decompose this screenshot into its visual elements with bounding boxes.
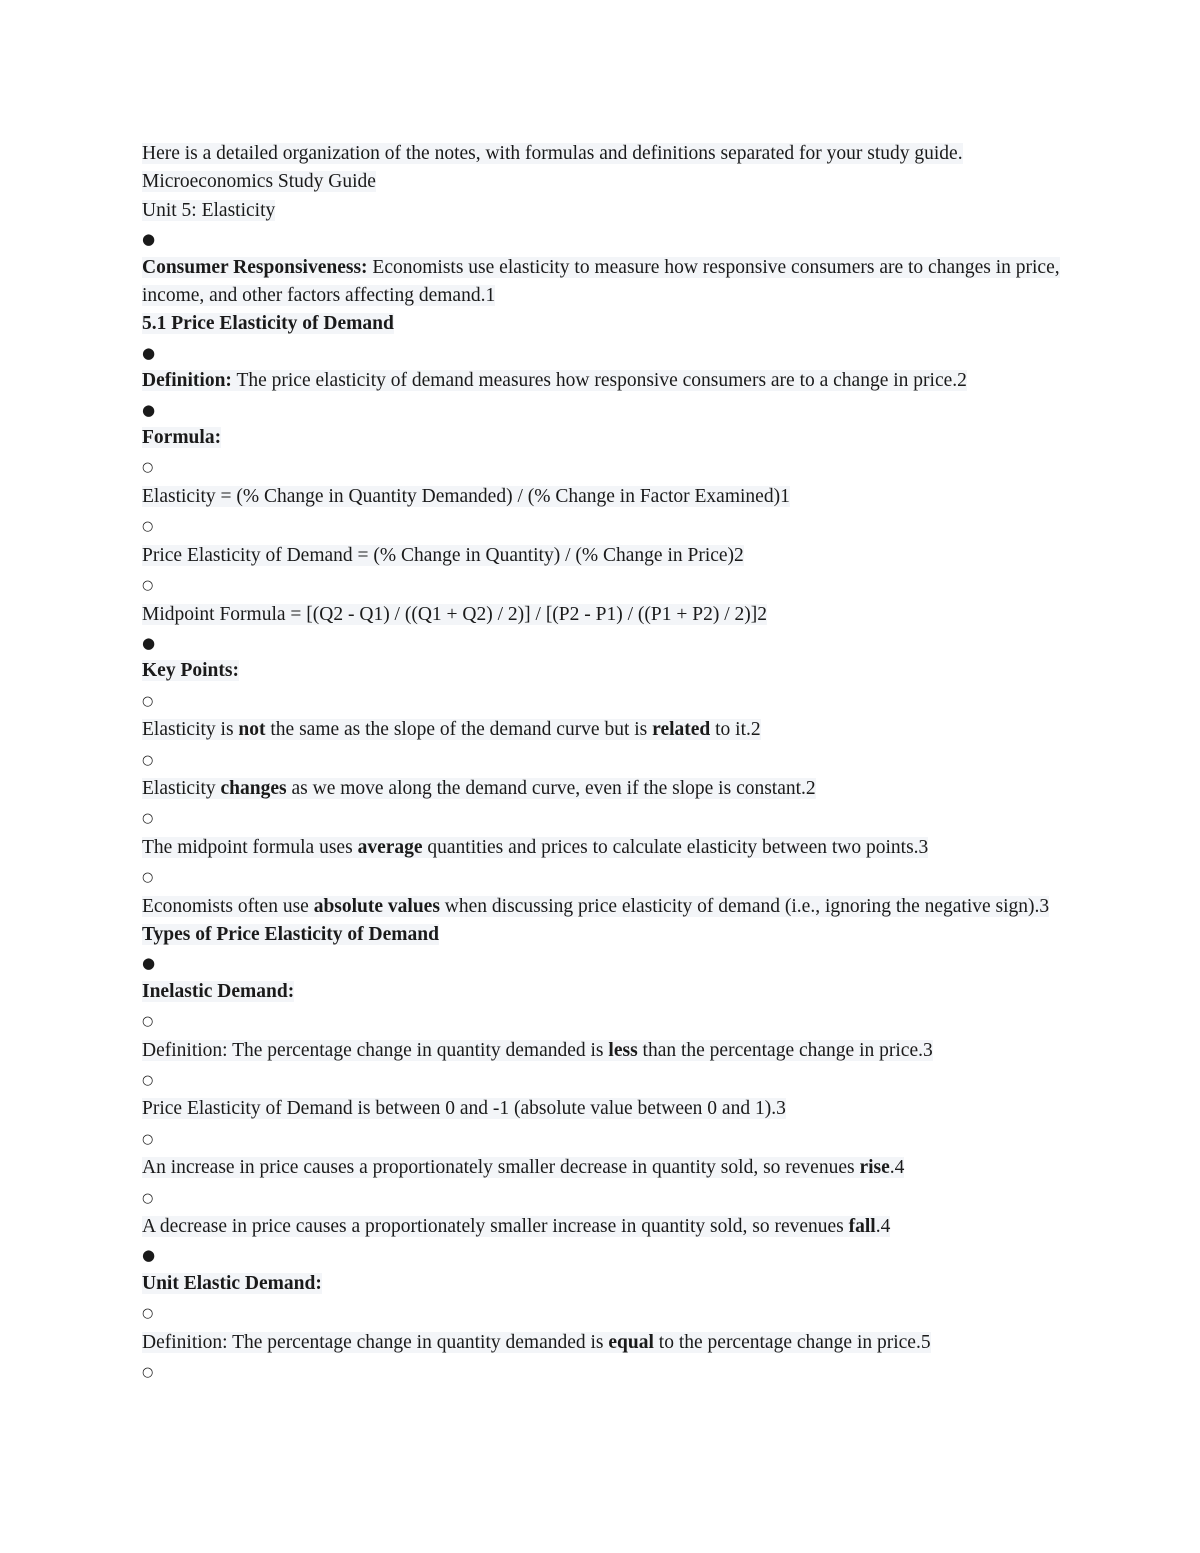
formula-item (142, 483, 1072, 511)
inelastic-point-text: Definition: The percentage change in quantity demanded is (142, 1039, 609, 1061)
study-guide-document (142, 140, 1072, 1387)
inelastic-point-item (142, 1095, 1072, 1123)
price-elasticity-formula: Price Elasticity of Demand = (% Change in Quantity) / (% Change in Price)2 (142, 544, 744, 566)
definition-text: The price elasticity of demand measures how responsive consumers are to a change in price.2 (231, 370, 967, 392)
bullet-icon: ● (142, 400, 156, 419)
unit-elastic-point-emphasis: equal (608, 1331, 654, 1353)
unit-elastic-point-text: to the percentage change in price.5 (653, 1331, 931, 1353)
circle-bullet-icon: ○ (142, 1365, 154, 1381)
circle-marker (142, 1065, 1072, 1095)
circle-marker (142, 862, 1072, 892)
inelastic-point-text: Price Elasticity of Demand is between 0 and -1 (absolute value between 0 and 1).3 (142, 1098, 786, 1120)
inelastic-point-item (142, 1037, 1072, 1065)
circle-bullet-icon: ○ (142, 811, 154, 827)
inelastic-point-text: A decrease in price causes a proportionately smaller increase in quantity sold, so revenues (142, 1216, 849, 1238)
circle-marker (142, 1298, 1072, 1328)
consumer-responsiveness-label: Consumer Responsiveness: (142, 256, 368, 278)
unit-elastic-demand-label: Unit Elastic Demand: (142, 1272, 322, 1294)
key-point-item (142, 775, 1072, 803)
unit-elastic-point-item (142, 1329, 1072, 1357)
key-point-text: quantities and prices to calculate elasticity between two points.3 (422, 836, 929, 858)
inelastic-point-item (142, 1213, 1072, 1241)
key-point-emphasis: absolute values (313, 895, 440, 917)
bullet-icon: ● (142, 954, 156, 973)
definition-label: Definition: (142, 370, 232, 392)
definition-item (142, 367, 1072, 395)
key-points-heading-line (142, 657, 1072, 685)
circle-marker (142, 452, 1072, 482)
circle-bullet-icon: ○ (142, 752, 154, 768)
circle-bullet-icon: ○ (142, 693, 154, 709)
bullet-marker (142, 339, 1072, 367)
key-point-item (142, 834, 1072, 862)
key-point-emphasis: changes (220, 777, 287, 799)
bullet-marker (142, 629, 1072, 657)
key-point-text: as we move along the demand curve, even if the slope is constant.2 (286, 777, 816, 799)
inelastic-point-text: .4 (875, 1216, 891, 1238)
unit-elastic-heading-line (142, 1270, 1072, 1298)
intro-line (142, 140, 1072, 168)
formula-label: Formula: (142, 427, 222, 449)
key-point-text: Economists often use (142, 895, 314, 917)
key-point-text: the same as the slope of the demand curve but is (265, 719, 653, 741)
circle-marker (142, 1124, 1072, 1154)
circle-bullet-icon: ○ (142, 1073, 154, 1088)
key-point-item (142, 893, 1072, 921)
bullet-marker (142, 1241, 1072, 1269)
circle-bullet-icon: ○ (142, 870, 154, 886)
circle-bullet-icon: ○ (142, 519, 154, 535)
circle-marker (142, 570, 1072, 600)
intro-text: Here is a detailed organization of the notes, with formulas and definitions separated for your study guide. (142, 143, 963, 164)
section-heading-line (142, 310, 1072, 338)
key-point-text: Elasticity is (142, 719, 239, 741)
inelastic-heading-line (142, 978, 1072, 1006)
consumer-responsiveness-text: Economists use elasticity to measure how responsive consumers are to changes in price, income, and other factors affecting demand.1 (142, 256, 1060, 307)
section-5-1-heading: 5.1 Price Elasticity of Demand (142, 313, 394, 335)
bullet-icon: ● (142, 1246, 156, 1265)
key-point-emphasis: average (357, 836, 423, 858)
circle-bullet-icon: ○ (142, 1306, 154, 1322)
circle-bullet-icon: ○ (142, 1014, 154, 1030)
circle-marker (142, 1357, 1072, 1387)
types-heading-line (142, 921, 1072, 949)
circle-marker (142, 1183, 1072, 1213)
bullet-icon: ● (142, 230, 156, 249)
types-heading: Types of Price Elasticity of Demand (142, 923, 439, 945)
key-point-emphasis: related (652, 719, 711, 741)
inelastic-demand-label: Inelastic Demand: (142, 980, 295, 1002)
elasticity-formula: Elasticity = (% Change in Quantity Demanded) / (% Change in Factor Examined)1 (142, 485, 790, 507)
guide-title: Microeconomics Study Guide (142, 171, 376, 193)
inelastic-point-text: An increase in price causes a proportionately smaller decrease in quantity sold, so revenues (142, 1157, 860, 1179)
bullet-marker (142, 225, 1072, 253)
circle-bullet-icon: ○ (142, 460, 154, 476)
formula-item (142, 601, 1072, 629)
bullet-icon: ● (142, 633, 156, 652)
key-point-text: Elasticity (142, 777, 221, 799)
key-point-text: when discussing price elasticity of demand (i.e., ignoring the negative sign).3 (439, 895, 1050, 917)
inelastic-point-emphasis: fall (848, 1216, 876, 1238)
midpoint-formula: Midpoint Formula = [(Q2 - Q1) / ((Q1 + Q2) / 2)] / [(P2 - P1) / ((P1 + P2) / 2)]2 (142, 603, 767, 625)
inelastic-point-emphasis: rise (859, 1157, 890, 1179)
inelastic-point-text: .4 (889, 1157, 905, 1179)
unit-title-line (142, 197, 1072, 225)
inelastic-point-text: than the percentage change in price.3 (637, 1039, 933, 1061)
consumer-responsiveness-item (142, 254, 1072, 311)
circle-bullet-icon: ○ (142, 578, 154, 594)
circle-marker (142, 745, 1072, 775)
bullet-icon: ● (142, 343, 156, 362)
unit-elastic-point-text: Definition: The percentage change in quantity demanded is (142, 1331, 609, 1353)
circle-bullet-icon: ○ (142, 1190, 154, 1206)
unit-title: Unit 5: Elasticity (142, 199, 276, 221)
circle-marker (142, 803, 1072, 833)
circle-marker (142, 511, 1072, 541)
circle-marker (142, 1006, 1072, 1036)
guide-title-line (142, 168, 1072, 196)
bullet-marker (142, 396, 1072, 424)
circle-bullet-icon: ○ (142, 1131, 154, 1147)
key-point-text: to it.2 (710, 719, 761, 741)
key-point-emphasis: not (238, 719, 266, 741)
circle-marker (142, 686, 1072, 716)
key-point-item (142, 716, 1072, 744)
formula-heading-line (142, 424, 1072, 452)
bullet-marker (142, 949, 1072, 977)
inelastic-point-emphasis: less (608, 1039, 638, 1061)
key-points-label: Key Points: (142, 660, 239, 682)
formula-item (142, 542, 1072, 570)
key-point-text: The midpoint formula uses (142, 836, 358, 858)
inelastic-point-item (142, 1154, 1072, 1182)
